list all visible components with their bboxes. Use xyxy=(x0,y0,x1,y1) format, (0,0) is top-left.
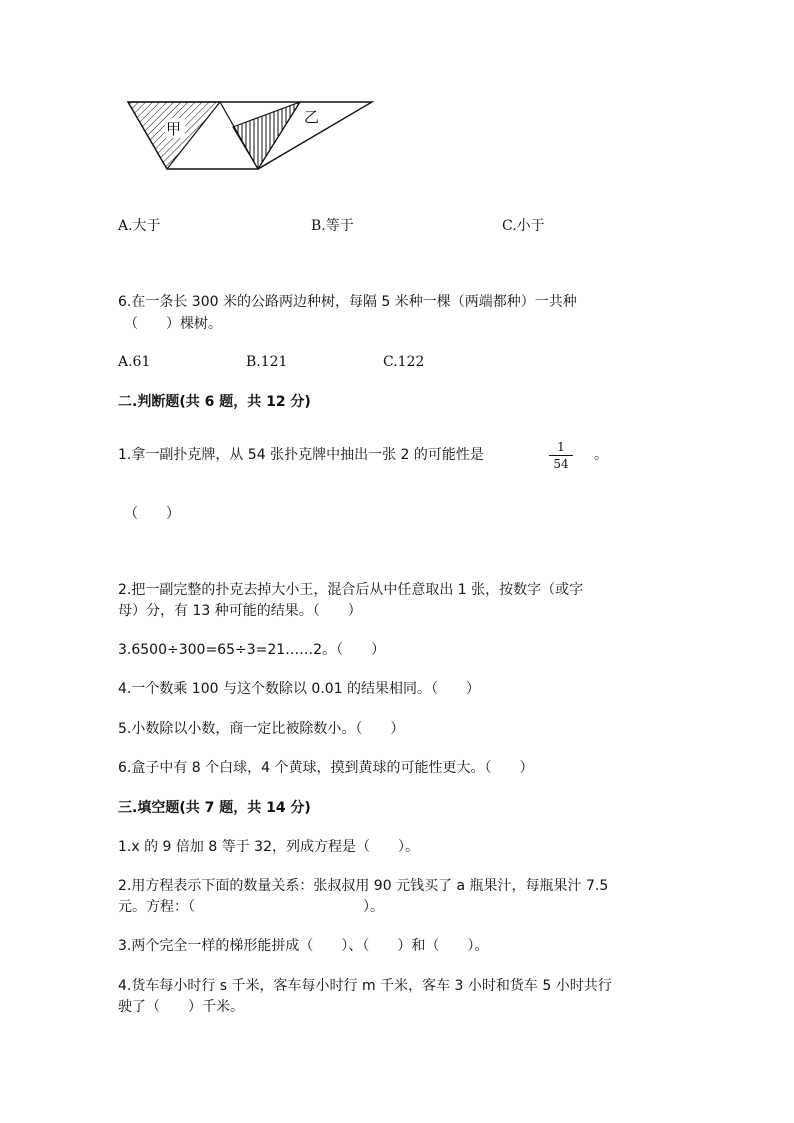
q6-option-c[interactable]: C.122 xyxy=(383,354,425,370)
triangle-yi xyxy=(233,102,300,169)
fill-q3: 3.两个完全一样的梯形能拼成（ ）、（ ）和（ ）。 xyxy=(118,938,489,954)
judge-q2-line1: 2.把一副完整的扑克去掉大小王，混合后从中任意取出 1 张，按数字（或字 xyxy=(118,582,584,598)
trapezoid-figure xyxy=(125,94,377,174)
judge-q6: 6.盒子中有 8 个白球，4 个黄球，摸到黄球的可能性更大。（ ） xyxy=(118,760,534,776)
fill-q4-line2: 驶了（ ）千米。 xyxy=(118,999,244,1015)
judge-q4: 4.一个数乘 100 与这个数除以 0.01 的结果相同。（ ） xyxy=(118,681,481,697)
label-jia: 甲 xyxy=(166,120,182,138)
question-6-line2: （ ）棵树。 xyxy=(124,316,222,332)
option-c[interactable]: C.小于 xyxy=(502,218,545,234)
fill-q2-line1: 2.用方程表示下面的数量关系：张叔叔用 90 元钱买了 a 瓶果汁，每瓶果汁 7.5 xyxy=(118,878,609,894)
section-2-title: 二.判断题(共 6 题，共 12 分) xyxy=(118,394,311,410)
judge-q1-tail: 。 xyxy=(594,447,608,463)
q6-option-b[interactable]: B.121 xyxy=(246,354,288,370)
fill-q1: 1.x 的 9 倍加 8 等于 32，列成方程是（ ）。 xyxy=(118,839,419,855)
judge-q5: 5.小数除以小数，商一定比被除数小。（ ） xyxy=(118,721,405,737)
judge-q3: 3.6500÷300=65÷3=21……2。（ ） xyxy=(118,642,386,658)
option-b[interactable]: B.等于 xyxy=(311,218,354,234)
fraction-numerator: 1 xyxy=(557,440,565,454)
question-6-line1: 6.在一条长 300 米的公路两边种树，每隔 5 米种一棵（两端都种）一共种 xyxy=(118,294,577,310)
fill-q2-line2: 元。方程：（ ）。 xyxy=(118,899,384,915)
judge-q1-blank[interactable]: （ ） xyxy=(124,506,180,522)
fraction-denominator: 54 xyxy=(553,457,569,471)
section-3-title: 三.填空题(共 7 题，共 14 分) xyxy=(118,800,311,816)
option-a[interactable]: A.大于 xyxy=(118,218,161,234)
fill-q4-line1: 4.货车每小时行 s 千米，客车每小时行 m 千米，客车 3 小时和货车 5 小时共行 xyxy=(118,978,612,994)
fraction xyxy=(549,440,573,471)
judge-q2-line2: 母）分，有 13 种可能的结果。（ ） xyxy=(118,603,362,619)
label-yi: 乙 xyxy=(304,108,320,126)
judge-q1-text: 1.拿一副扑克牌，从 54 张扑克牌中抽出一张 2 的可能性是 xyxy=(118,447,484,463)
q6-option-a[interactable]: A.61 xyxy=(118,354,151,370)
